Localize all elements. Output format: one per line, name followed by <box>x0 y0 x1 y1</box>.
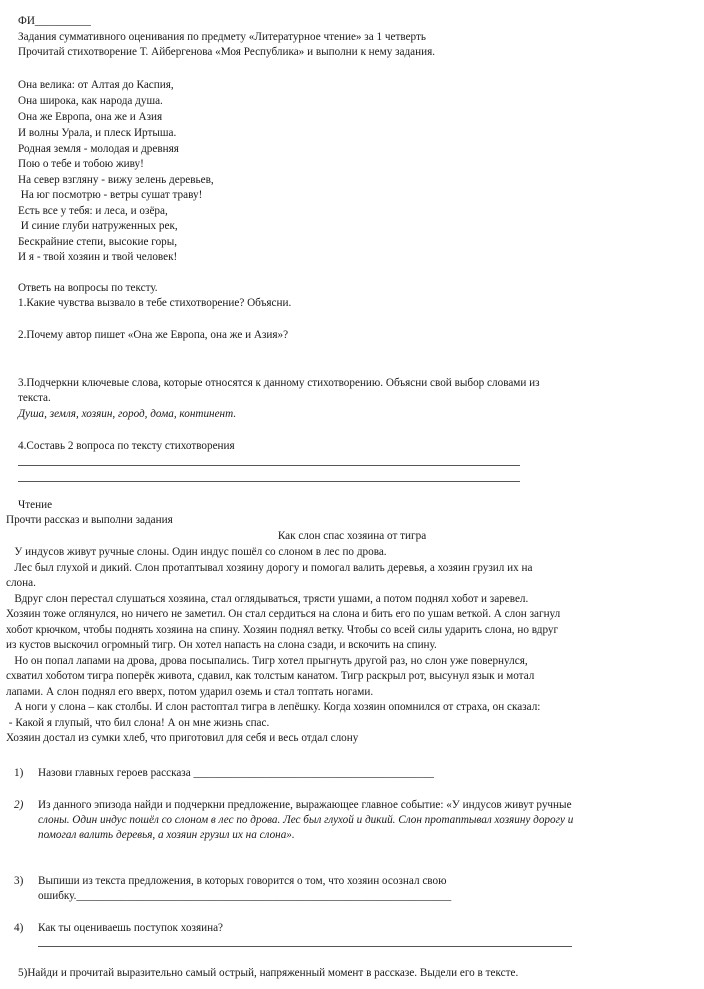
story-line: У индусов живут ручные слоны. Один индус пошёл со слоном в лес по дрова. <box>6 546 387 558</box>
poem-line: Она же Европа, она же и Азия <box>18 111 163 123</box>
story-line: лапами. А слон поднял его вверх, потом ударил оземь и стал топтать ногами. <box>6 686 374 698</box>
poem-line: И синие глуби натруженных рек, <box>18 220 178 232</box>
section-heading: Чтение <box>18 499 53 511</box>
story-question-3-cont: ошибку.___________________________________________________________________ <box>38 890 452 902</box>
story-line: - Какой я глупый, что бил слона! А он мне жизнь спас. <box>6 717 270 729</box>
question-number: 1) <box>14 767 24 779</box>
story-question-3: Выпиши из текста предложения, в которых говорится о том, что хозяин осознал свою <box>38 875 447 887</box>
story-line: Хозяин тоже оглянулся, но ничего не заметил. Он стал сердиться на слона и бить его по ушам веткой. А слон загнул <box>6 608 561 620</box>
assessment-title: Задания суммативного оценивания по предмету «Литературное чтение» за 1 четверть <box>18 31 426 43</box>
answer-line[interactable] <box>18 465 520 466</box>
story-line: Лес был глухой и дикий. Слон протаптывал хозяину дорогу и помогал валить деревья, а хозяин грузил их на <box>6 562 533 574</box>
poem-line: На юг посмотрю - ветры сушат траву! <box>18 189 203 201</box>
story-question-2-quote: помогал валить деревья, а хозяин грузил их на слона». <box>38 829 295 841</box>
story-question-1: Назови главных героев рассказа ___________________________________________ <box>38 767 435 779</box>
keyword-list: Душа, земля, хозяин, город, дома, континент. <box>18 408 237 420</box>
story-line: А ноги у слона – как столбы. И слон растоптал тигра в лепёшку. Когда хозяин опомнился от страха, он сказал: <box>6 701 541 713</box>
story-title: Как слон спас хозяина от тигра <box>277 530 427 542</box>
question-number: 4) <box>14 922 24 934</box>
story-question-5: 5)Найди и прочитай выразительно самый острый, напряженный момент в рассказе. Выдели его в тексте. <box>18 967 519 979</box>
poem-line: Она широка, как народа душа. <box>18 95 163 107</box>
story-line: Но он попал лапами на дрова, дрова посыпались. Тигр хотел прыгнуть другой раз, но слон уже повернулся, <box>6 655 528 667</box>
story-line: Хозяин достал из сумки хлеб, что приготовил для себя и весь отдал слону <box>6 732 359 744</box>
poem-line: Есть все у тебя: и леса, и озёра, <box>18 205 168 217</box>
story-line: слона. <box>6 577 36 589</box>
poem-question-2: 2.Почему автор пишет «Она же Европа, она же и Азия»? <box>18 329 289 341</box>
story-line: хобот крючком, чтобы поднять хозяина на спину. Хозяин поднял ветку. Чтобы со всей силы ударить слона, но вдруг <box>6 624 559 636</box>
poem-question-3: 3.Подчеркни ключевые слова, которые относятся к данному стихотворению. Объясни свой выбор словами из <box>18 377 540 389</box>
story-question-2-quote: слоны. Один индус пошёл со слоном в лес по дрова. Лес был глухой и дикий. Слон протаптывал хозяину дорогу и <box>38 814 574 826</box>
story-question-2: Из данного эпизода найди и подчеркни предложение, выражающее главное событие: «У индусов живут ручные <box>38 799 572 811</box>
question-number: 2) <box>14 799 24 811</box>
poem-line: Родная земля - молодая и древняя <box>18 143 179 155</box>
poem-question-3-cont: текста. <box>18 392 51 404</box>
poem-instruction: Прочитай стихотворение Т. Айбергенова «Моя Республика» и выполни к нему задания. <box>18 46 436 58</box>
story-question-4: Как ты оцениваешь поступок хозяина? <box>38 922 224 934</box>
poem-line: Бескрайние степи, высокие горы, <box>18 236 178 248</box>
poem-line: Пою о тебе и тобою живу! <box>18 158 144 170</box>
poem-line: И волны Урала, и плеск Иртыша. <box>18 127 177 139</box>
poem-question-1: 1.Какие чувства вызвало в тебе стихотворение? Объясни. <box>18 297 292 309</box>
question-number: 3) <box>14 875 24 887</box>
poem-line: На север взгляну - вижу зелень деревьев, <box>18 174 214 186</box>
poem-questions-intro: Ответь на вопросы по тексту. <box>18 282 158 294</box>
story-instruction: Прочти рассказ и выполни задания <box>6 514 173 526</box>
poem-question-4: 4.Составь 2 вопроса по тексту стихотворения <box>18 440 235 452</box>
poem-line: И я - твой хозяин и твой человек! <box>18 251 178 263</box>
story-line: из кустов выскочил огромный тигр. Он хотел напасть на слона сзади, и вскочить на спину. <box>6 639 437 651</box>
answer-line[interactable] <box>18 481 520 482</box>
poem-line: Она велика: от Алтая до Каспия, <box>18 79 174 91</box>
answer-line[interactable] <box>38 946 572 947</box>
story-line: схватил хоботом тигра поперёк живота, сдавил, как толстым канатом. Тигр раскрыл рот, высунул язык и мотал <box>6 670 535 682</box>
story-line: Вдруг слон перестал слушаться хозяина, стал оглядываться, трясти ушами, а потом поднял хобот и заревел. <box>6 593 529 605</box>
name-field-label: ФИ__________ <box>18 15 91 27</box>
